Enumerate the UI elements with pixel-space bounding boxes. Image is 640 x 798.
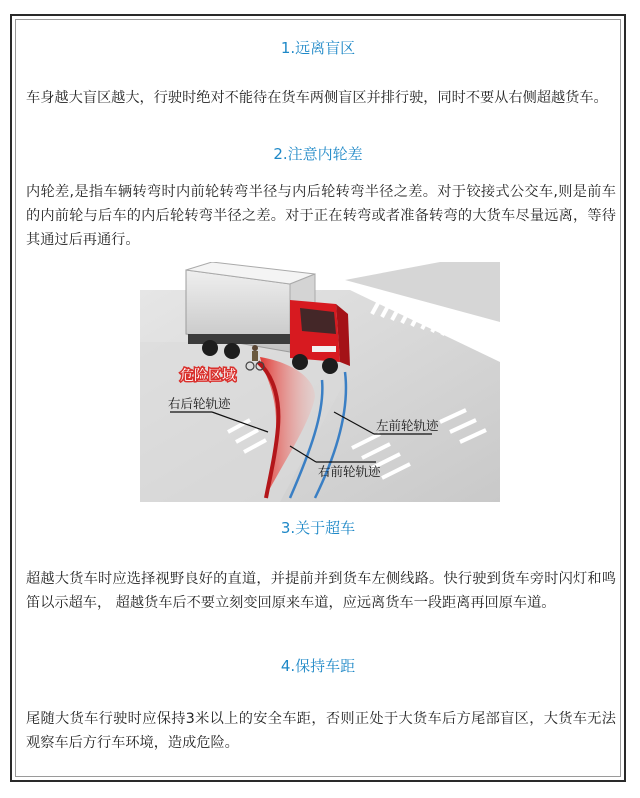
section-heading-keep-distance: 4.保持车距 xyxy=(280,657,356,675)
section-body-inner-wheel-difference: 内轮差,是指车辆转弯时内前轮转弯半径与内后轮转弯半径之差。对于铰接式公交车,则是前车的内前轮与后车的内后轮转弯半径之差。对于正在转弯或者准备转弯的大货车尽量远离，等待其通过后再通行。 xyxy=(26,184,616,248)
danger-zone-label: 危险区域 xyxy=(180,367,236,383)
right-front-wheel-track-label: 右前轮轨迹 xyxy=(318,465,381,479)
section-heading-inner-wheel-difference: 2.注意内轮差 xyxy=(273,145,363,163)
section-body-blind-spot: 车身越大盲区越大，行驶时绝对不能待在货车两侧盲区并排行驶，同时不要从右侧超越货车。 xyxy=(26,90,608,106)
truck-turning-illustration xyxy=(140,262,500,502)
section-heading-blind-spot: 1.远离盲区 xyxy=(280,39,356,57)
section-heading-overtaking: 3.关于超车 xyxy=(280,519,356,537)
right-rear-wheel-track-label: 右后轮轨迹 xyxy=(168,397,231,411)
left-front-wheel-track-label: 左前轮轨迹 xyxy=(376,419,439,433)
section-body-keep-distance: 尾随大货车行驶时应保持3米以上的安全车距，否则正处于大货车后方尾部盲区，大货车无法观察车后方行车环境，造成危险。 xyxy=(26,711,616,751)
section-body-overtaking: 超越大货车时应选择视野良好的直道，并提前并到货车左侧线路。快行驶到货车旁时闪灯和鸣笛以示超车， 超越货车后不要立刻变回原来车道，应远离货车一段距离再回原车道。 xyxy=(26,571,616,611)
